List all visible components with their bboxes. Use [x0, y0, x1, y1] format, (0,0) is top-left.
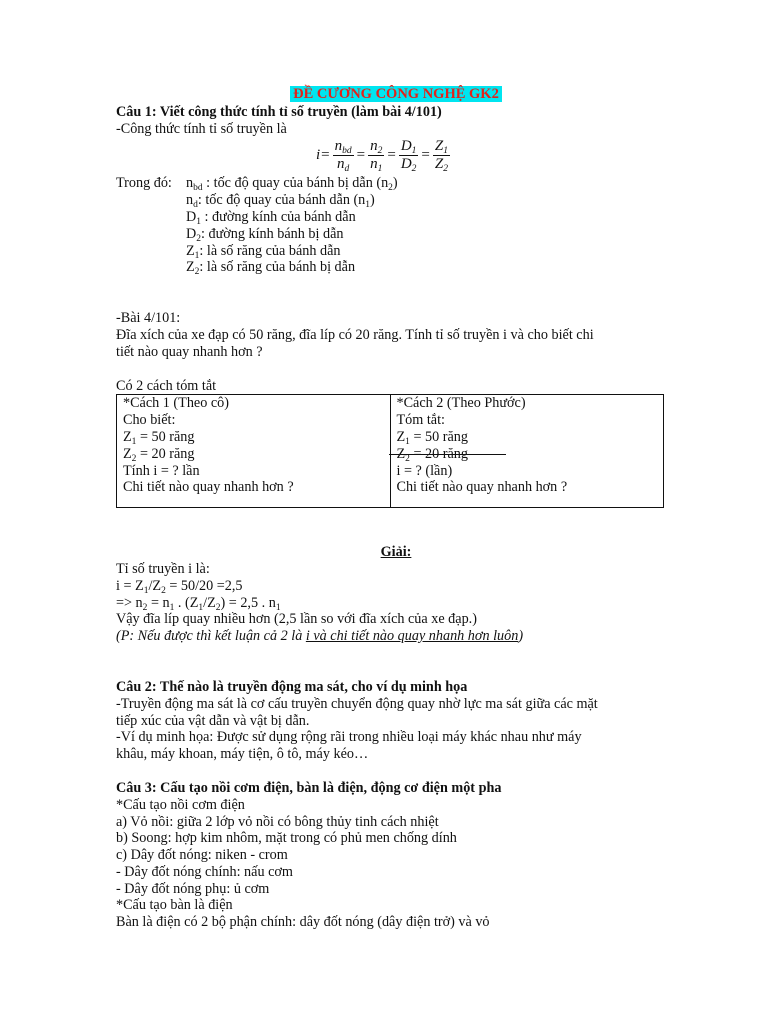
q3-text: *Cấu tạo bàn là điện: [116, 897, 233, 914]
q2-text: -Truyền động ma sát là cơ cấu truyền chuyển động quay nhờ lực ma sát giữa các mặt: [116, 695, 598, 712]
term-row: $Z_1$: là số răng của bánh dẫn: [186, 242, 341, 261]
q2-heading: Câu 2: Thế nào là truyền động ma sát, cho ví dụ minh họa: [116, 678, 468, 695]
solution-line: => $n_2 = n_1$ . $(Z_1/Z_2) = 2,5$ . $n_1$: [116, 594, 281, 613]
equals-sign: =: [421, 147, 430, 164]
fraction-speed: $\frac{n_{bd}}{n_d}$: [334, 138, 352, 175]
term-row: $n_d$: tốc độ quay của bánh dẫn $(n_1)$: [186, 192, 375, 211]
q2-text: -Ví dụ minh họa: Được sử dụng rộng rãi trong nhiều loại máy khác nhau như máy: [116, 729, 582, 746]
solution-line: Tỉ số truyền i là:: [116, 560, 210, 577]
q3-text: Bàn là điện có 2 bộ phận chính: dây đốt nóng (dây điện trở) và vỏ: [116, 914, 490, 931]
exercise-text: tiết nào quay nhanh hơn ?: [116, 343, 263, 360]
title-row: [116, 86, 676, 103]
q3-text: - Dây đốt nóng chính: nấu cơm: [116, 863, 293, 880]
solution-line: Vậy đĩa líp quay nhiều hơn (2,5 lần so với đĩa xích của xe đạp.): [116, 611, 477, 628]
formula-terms: [116, 175, 676, 276]
q3-text: b) Soong: hợp kim nhôm, mặt trong có phủ men chống dính: [116, 830, 457, 847]
q3-heading: Câu 3: Cấu tạo nồi cơm điện, bàn là điện, động cơ điện một pha: [116, 779, 502, 796]
summary-method-1: *Cách 1 (Theo cô) Cho biết: $Z_1 = 50$ răng $Z_2 = 20$ răng Tính i = ? lần Chi tiết nào quay nhanh hơn ?: [117, 395, 391, 508]
formula-lhs: i: [316, 147, 321, 164]
formula-row: [116, 137, 676, 177]
transmission-ratio-formula: [316, 138, 452, 173]
solution-line: $i = Z_1/Z_2 = 50/20 =2,5$: [116, 577, 243, 596]
summary-table: [116, 394, 664, 508]
document-page: [116, 86, 676, 931]
equals-sign: =: [387, 147, 396, 164]
q3-text: a) Vỏ nồi: giữa 2 lớp vỏ nồi có bông thủy tinh cách nhiệt: [116, 813, 439, 830]
q2-text: khâu, máy khoan, máy tiện, ô tô, máy kéo…: [116, 746, 369, 763]
terms-lead: Trong đó:: [116, 175, 172, 192]
separator-line: [389, 454, 506, 455]
exercise-label: -Bài 4/101:: [116, 310, 181, 327]
fraction-speed-index: $\frac{n_2}{n_1}$: [370, 138, 383, 175]
fraction-diameter: $\frac{D_1}{D_2}$: [400, 138, 417, 175]
q3-text: *Cấu tạo nồi cơm điện: [116, 796, 245, 813]
q1-heading: Câu 1: Viết công thức tính tỉ số truyền (làm bài 4/101): [116, 103, 442, 120]
q2-text: tiếp xúc của vật dẫn và vật bị dẫn.: [116, 712, 310, 729]
document-title: ĐỀ CƯƠNG CÔNG NGHỆ GK2: [290, 86, 502, 102]
solution-note: (P: Nếu được thì kết luận cả 2 là i và chi tiết nào quay nhanh hơn luôn): [116, 628, 524, 645]
solution-heading: Giải:: [380, 544, 412, 561]
fraction-teeth: $\frac{Z_1}{Z_2}$: [434, 138, 448, 175]
summary-method-2: *Cách 2 (Theo Phước) Tóm tắt: $Z_1 = 50$ răng $Z_2 = 20$ răng i = ? (lần) Chi tiết nào quay nhanh hơn ?: [390, 395, 664, 508]
summary-intro: Có 2 cách tóm tắt: [116, 377, 217, 394]
term-row: Trong đó: $n_{bd}$ : tốc độ quay của bánh bị dẫn $(n_2)$: [116, 175, 398, 194]
q3-text: - Dây đốt nóng phụ: ủ cơm: [116, 880, 270, 897]
term-row: $D_1$ : đường kính của bánh dẫn: [186, 208, 356, 227]
term-row: $D_2$: đường kính bánh bị dẫn: [186, 225, 344, 244]
q1-intro: -Công thức tính tỉ số truyền là: [116, 120, 287, 137]
q3-text: c) Dây đốt nóng: niken - crom: [116, 847, 288, 864]
equals-sign: =: [321, 147, 330, 164]
exercise-text: Đĩa xích của xe đạp có 50 răng, đĩa líp có 20 răng. Tính tỉ số truyền i và cho biết chi: [116, 326, 594, 343]
term-row: $Z_2$: là số răng của bánh bị dẫn: [186, 259, 356, 278]
equals-sign: =: [356, 147, 366, 164]
